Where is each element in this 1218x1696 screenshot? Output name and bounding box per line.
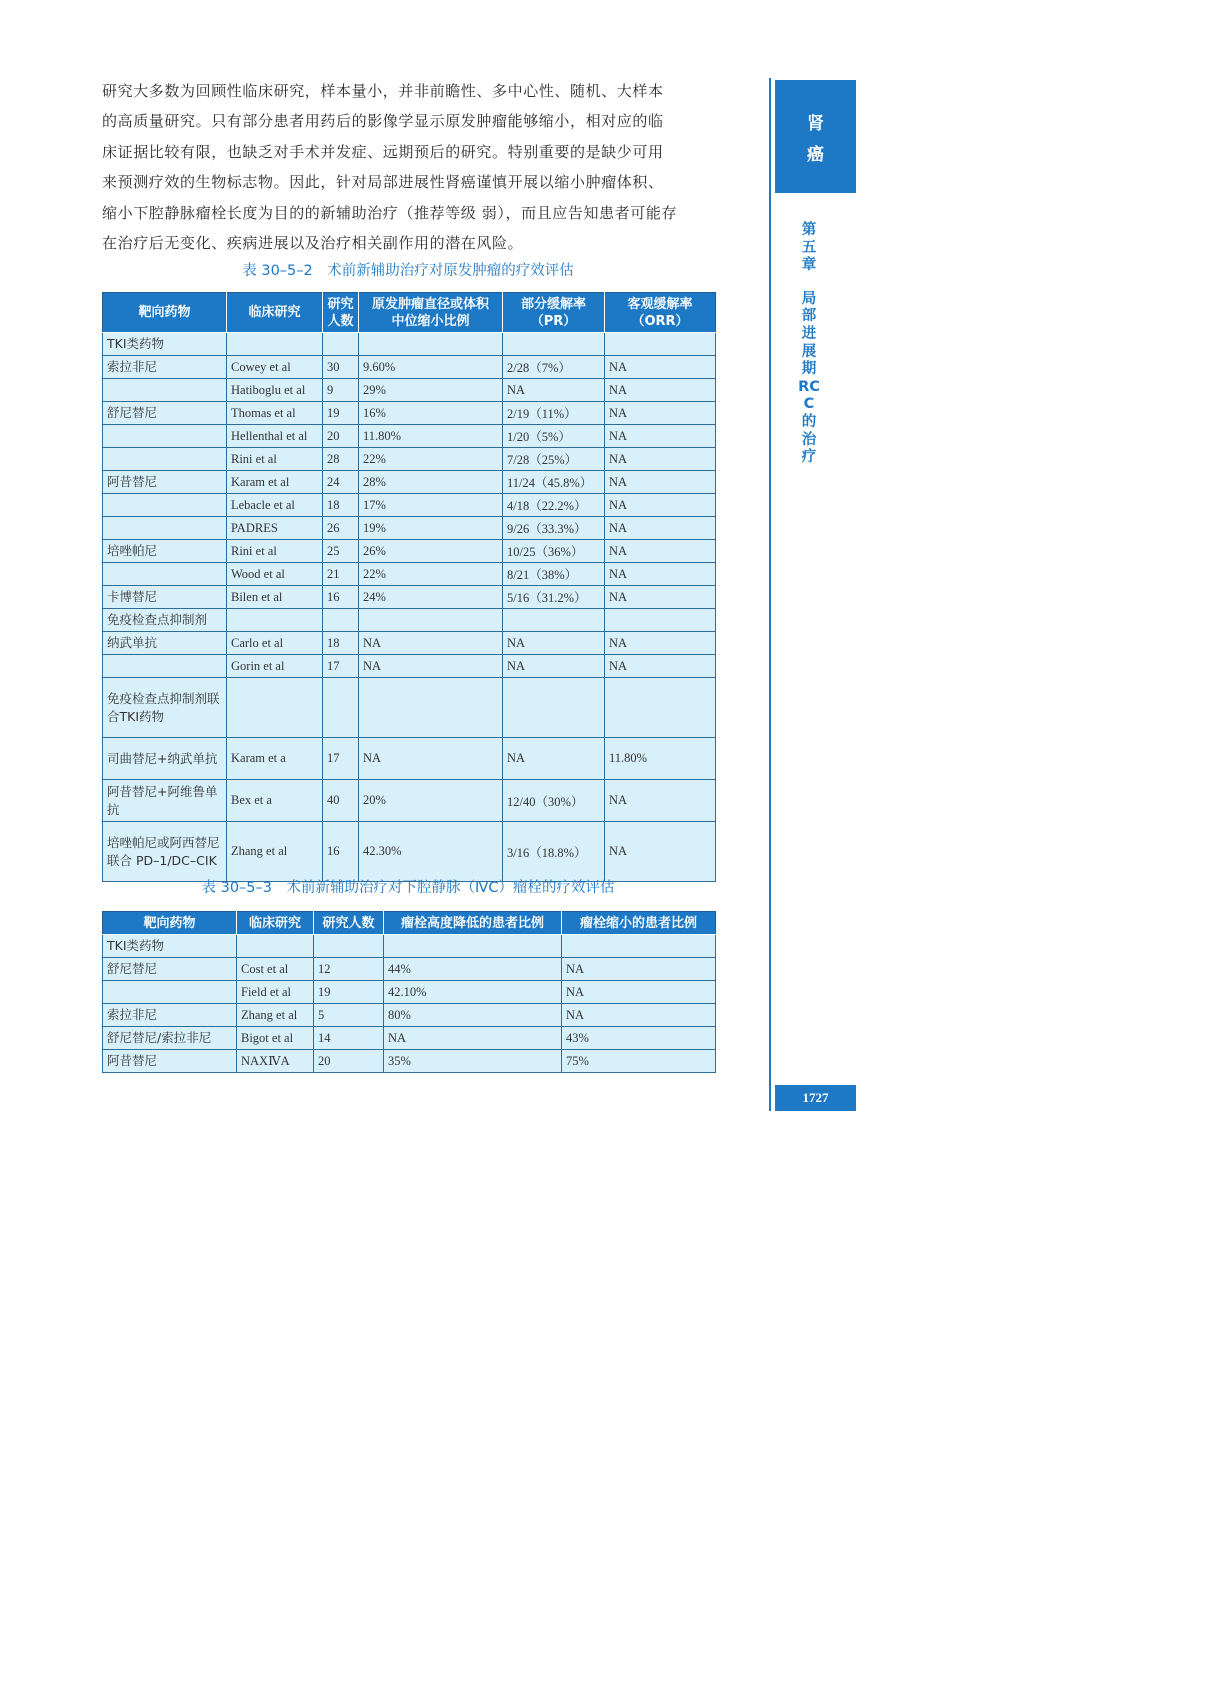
- table-cell: NA: [605, 379, 716, 402]
- table-row: [103, 586, 716, 609]
- table-cell: Karam et al: [227, 471, 323, 494]
- table-cell: [503, 333, 605, 356]
- table-cell: 5/16（31.2%）: [503, 586, 605, 609]
- table-cell: 12/40（30%）: [503, 780, 605, 822]
- table-cell: [605, 333, 716, 356]
- table-cell: 80%: [384, 1004, 562, 1027]
- table-cell: 7/28（25%）: [503, 448, 605, 471]
- table-cell: 11.80%: [605, 738, 716, 780]
- table-cell: Karam et a: [227, 738, 323, 780]
- table-cell: NA: [359, 738, 503, 780]
- table-cell: Rini et al: [227, 448, 323, 471]
- table-cell: NA: [605, 402, 716, 425]
- table-cell: 18: [323, 632, 359, 655]
- table-cell: 21: [323, 563, 359, 586]
- table-cell: [323, 678, 359, 738]
- table-cell: 16: [323, 586, 359, 609]
- table-cell: NA: [605, 822, 716, 882]
- table-cell: 17%: [359, 494, 503, 517]
- table-cell: 司曲替尼+纳武单抗: [103, 738, 227, 780]
- table-cell: Zhang et al: [237, 1004, 314, 1027]
- table-cell: 24: [323, 471, 359, 494]
- table1-header-cell: 部分缓解率 （PR）: [503, 293, 605, 333]
- table-cell: Zhang et al: [227, 822, 323, 882]
- table-cell: Hellenthal et al: [227, 425, 323, 448]
- table-row: [103, 425, 716, 448]
- table-cell: 29%: [359, 379, 503, 402]
- table-cell: NA: [503, 655, 605, 678]
- table-cell: 索拉非尼: [103, 356, 227, 379]
- table2-header-cell: 研究人数: [314, 912, 384, 935]
- table-cell: 4/18（22.2%）: [503, 494, 605, 517]
- table-cell: 14: [314, 1027, 384, 1050]
- table-cell: [103, 379, 227, 402]
- table-row: [103, 1004, 716, 1027]
- table-cell: [103, 655, 227, 678]
- table-cell: TKI类药物: [103, 333, 227, 356]
- table-row: [103, 494, 716, 517]
- table-cell: 阿昔替尼: [103, 471, 227, 494]
- table-cell: 43%: [562, 1027, 716, 1050]
- table-cell: NA: [605, 494, 716, 517]
- table-cell: [103, 425, 227, 448]
- table-cell: 20: [323, 425, 359, 448]
- table-cell: 44%: [384, 958, 562, 981]
- table-cell: 3/16（18.8%）: [503, 822, 605, 882]
- table1-header-cell: 临床研究: [227, 293, 323, 333]
- table-cell: PADRES: [227, 517, 323, 540]
- table-cell: NA: [605, 425, 716, 448]
- table1: [102, 292, 716, 882]
- body-paragraph: [102, 76, 714, 258]
- table-cell: NA: [605, 517, 716, 540]
- table-cell: 11.80%: [359, 425, 503, 448]
- table2-header-row: [103, 912, 716, 935]
- table-cell: Hatiboglu et al: [227, 379, 323, 402]
- table-cell: 35%: [384, 1050, 562, 1073]
- table1-header-cell: 原发肿瘤直径或体积 中位缩小比例: [359, 293, 503, 333]
- table-cell: NA: [503, 632, 605, 655]
- table2-caption: 表 30–5–3 术前新辅助治疗对下腔静脉（ⅣC）瘤栓的疗效评估: [201, 880, 615, 896]
- table-cell: NA: [562, 958, 716, 981]
- table-cell: 26: [323, 517, 359, 540]
- table-cell: [103, 981, 237, 1004]
- table-row: [103, 981, 716, 1004]
- table-row: [103, 1027, 716, 1050]
- table-cell: NAXⅣA: [237, 1050, 314, 1073]
- body-line: 研究大多数为回顾性临床研究，样本量小，并非前瞻性、多中心性、随机、大样本: [102, 82, 664, 100]
- table-cell: [384, 935, 562, 958]
- table1-caption: 表 30–5–2 术前新辅助治疗对原发肿瘤的疗效评估: [242, 263, 574, 279]
- table-cell: 10/25（36%）: [503, 540, 605, 563]
- chapter-title: 第五章: [801, 222, 817, 274]
- table-cell: 纳武单抗: [103, 632, 227, 655]
- table-cell: 16: [323, 822, 359, 882]
- table-cell: Bex et a: [227, 780, 323, 822]
- table-cell: 2/19（11%）: [503, 402, 605, 425]
- table-cell: [359, 333, 503, 356]
- table-row: [103, 517, 716, 540]
- table-cell: [503, 609, 605, 632]
- table2: [102, 911, 716, 1073]
- table-row: [103, 540, 716, 563]
- table-row: [103, 822, 716, 882]
- table-cell: 2/28（7%）: [503, 356, 605, 379]
- table-cell: 19: [323, 402, 359, 425]
- table-cell: 20: [314, 1050, 384, 1073]
- table-cell: NA: [562, 1004, 716, 1027]
- table-row: [103, 780, 716, 822]
- table1-header-cell: 研究 人数: [323, 293, 359, 333]
- table-cell: NA: [359, 655, 503, 678]
- table-cell: [314, 935, 384, 958]
- table-cell: NA: [605, 780, 716, 822]
- table-cell: 24%: [359, 586, 503, 609]
- table-cell: [227, 609, 323, 632]
- table-cell: 17: [323, 655, 359, 678]
- table-cell: 免疫检查点抑制剂联合TKI药物: [103, 678, 227, 738]
- table-cell: 28: [323, 448, 359, 471]
- table-cell: NA: [562, 981, 716, 1004]
- table-cell: [237, 935, 314, 958]
- table-cell: [323, 609, 359, 632]
- table-cell: 25: [323, 540, 359, 563]
- table-cell: Field et al: [237, 981, 314, 1004]
- table-cell: NA: [605, 471, 716, 494]
- table-cell: NA: [605, 540, 716, 563]
- table-row: [103, 448, 716, 471]
- table-cell: 9: [323, 379, 359, 402]
- table-cell: 阿昔替尼: [103, 1050, 237, 1073]
- table-cell: NA: [605, 563, 716, 586]
- table-cell: Wood et al: [227, 563, 323, 586]
- table-cell: 12: [314, 958, 384, 981]
- body-line: 在治疗后无变化、疾病进展以及治疗相关副作用的潜在风险。: [102, 234, 524, 253]
- table-row: [103, 609, 716, 632]
- table-cell: [359, 609, 503, 632]
- table-cell: 16%: [359, 402, 503, 425]
- table-row: [103, 356, 716, 379]
- table-cell: 阿昔替尼+阿维鲁单抗: [103, 780, 227, 822]
- table2-header-cell: 靶向药物: [103, 912, 237, 935]
- table-cell: 索拉非尼: [103, 1004, 237, 1027]
- table-cell: 42.10%: [384, 981, 562, 1004]
- table-cell: NA: [605, 632, 716, 655]
- table-cell: [103, 448, 227, 471]
- table-cell: NA: [359, 632, 503, 655]
- chapter-tab-char: 肾: [807, 113, 824, 134]
- table-cell: 19: [314, 981, 384, 1004]
- table-row: [103, 958, 716, 981]
- table-cell: Thomas et al: [227, 402, 323, 425]
- table-cell: 26%: [359, 540, 503, 563]
- body-line: 床证据比较有限，也缺乏对手术并发症、远期预后的研究。特别重要的是缺少可用: [102, 142, 664, 161]
- table-cell: [359, 678, 503, 738]
- table-cell: 22%: [359, 563, 503, 586]
- table-cell: 9.60%: [359, 356, 503, 379]
- table-cell: [605, 678, 716, 738]
- table1-header-row: [103, 293, 716, 333]
- table-cell: NA: [605, 655, 716, 678]
- table-cell: NA: [605, 586, 716, 609]
- table-cell: Carlo et al: [227, 632, 323, 655]
- table-row: [103, 402, 716, 425]
- table-cell: NA: [384, 1027, 562, 1050]
- table-cell: 42.30%: [359, 822, 503, 882]
- table-row: [103, 655, 716, 678]
- body-line: 的高质量研究。只有部分患者用药后的影像学显示原发肿瘤能够缩小，相对应的临: [102, 112, 664, 131]
- table-cell: [103, 494, 227, 517]
- table2-header-cell: 瘤栓高度降低的患者比例: [384, 912, 562, 935]
- table-cell: [103, 563, 227, 586]
- table-cell: NA: [605, 448, 716, 471]
- body-line: 来预测疗效的生物标志物。因此，针对局部进展性肾癌谨慎开展以缩小肿瘤体积、: [102, 173, 664, 192]
- table-cell: [503, 678, 605, 738]
- table-cell: [562, 935, 716, 958]
- table-cell: 培唑帕尼: [103, 540, 227, 563]
- table-cell: NA: [503, 379, 605, 402]
- table-cell: 75%: [562, 1050, 716, 1073]
- table-row: [103, 333, 716, 356]
- table-cell: 17: [323, 738, 359, 780]
- table2-header-cell: 临床研究: [237, 912, 314, 935]
- table-cell: 免疫检查点抑制剂: [103, 609, 227, 632]
- chapter-tab-char: 癌: [807, 144, 824, 165]
- table-cell: 20%: [359, 780, 503, 822]
- table-cell: [605, 609, 716, 632]
- table-cell: 19%: [359, 517, 503, 540]
- table-cell: Bigot et al: [237, 1027, 314, 1050]
- table-row: [103, 678, 716, 738]
- body-line: 缩小下腔静脉瘤栓长度为目的的新辅助治疗（推荐等级 弱），而且应告知患者可能存: [102, 203, 678, 222]
- table-cell: NA: [503, 738, 605, 780]
- table-cell: TKI类药物: [103, 935, 237, 958]
- table-cell: [227, 678, 323, 738]
- table-cell: 培唑帕尼或阿西替尼联合 PD–1/DC–CIK: [103, 822, 227, 882]
- table-cell: Cost et al: [237, 958, 314, 981]
- table-cell: 22%: [359, 448, 503, 471]
- table-row: [103, 738, 716, 780]
- table-row: [103, 1050, 716, 1073]
- table-cell: 卡博替尼: [103, 586, 227, 609]
- table-cell: Gorin et al: [227, 655, 323, 678]
- sidebar-divider: [769, 78, 771, 1111]
- running-header: [798, 222, 820, 467]
- table2-header-cell: 瘤栓缩小的患者比例: [562, 912, 716, 935]
- table-cell: 40: [323, 780, 359, 822]
- table-row: [103, 935, 716, 958]
- table-cell: 8/21（38%）: [503, 563, 605, 586]
- table-cell: [323, 333, 359, 356]
- table-cell: [227, 333, 323, 356]
- table-row: [103, 471, 716, 494]
- page-number: 1727: [775, 1085, 856, 1111]
- table-cell: Cowey et al: [227, 356, 323, 379]
- table-cell: 28%: [359, 471, 503, 494]
- table-cell: 舒尼替尼/索拉非尼: [103, 1027, 237, 1050]
- table-cell: 5: [314, 1004, 384, 1027]
- table-row: [103, 379, 716, 402]
- table-cell: 9/26（33.3%）: [503, 517, 605, 540]
- table-cell: Bilen et al: [227, 586, 323, 609]
- table-row: [103, 563, 716, 586]
- table-cell: NA: [605, 356, 716, 379]
- table-cell: 30: [323, 356, 359, 379]
- table-cell: 1/20（5%）: [503, 425, 605, 448]
- table-cell: Rini et al: [227, 540, 323, 563]
- table-cell: 舒尼替尼: [103, 402, 227, 425]
- table-cell: [103, 517, 227, 540]
- table1-header-cell: 靶向药物: [103, 293, 227, 333]
- table1-header-cell: 客观缓解率 （ORR）: [605, 293, 716, 333]
- table-cell: 11/24（45.8%）: [503, 471, 605, 494]
- table-row: [103, 632, 716, 655]
- table-cell: 舒尼替尼: [103, 958, 237, 981]
- section-title: 局部进展期RCC的治疗: [798, 290, 820, 466]
- chapter-tab: [775, 80, 856, 193]
- table-cell: 18: [323, 494, 359, 517]
- table-cell: Lebacle et al: [227, 494, 323, 517]
